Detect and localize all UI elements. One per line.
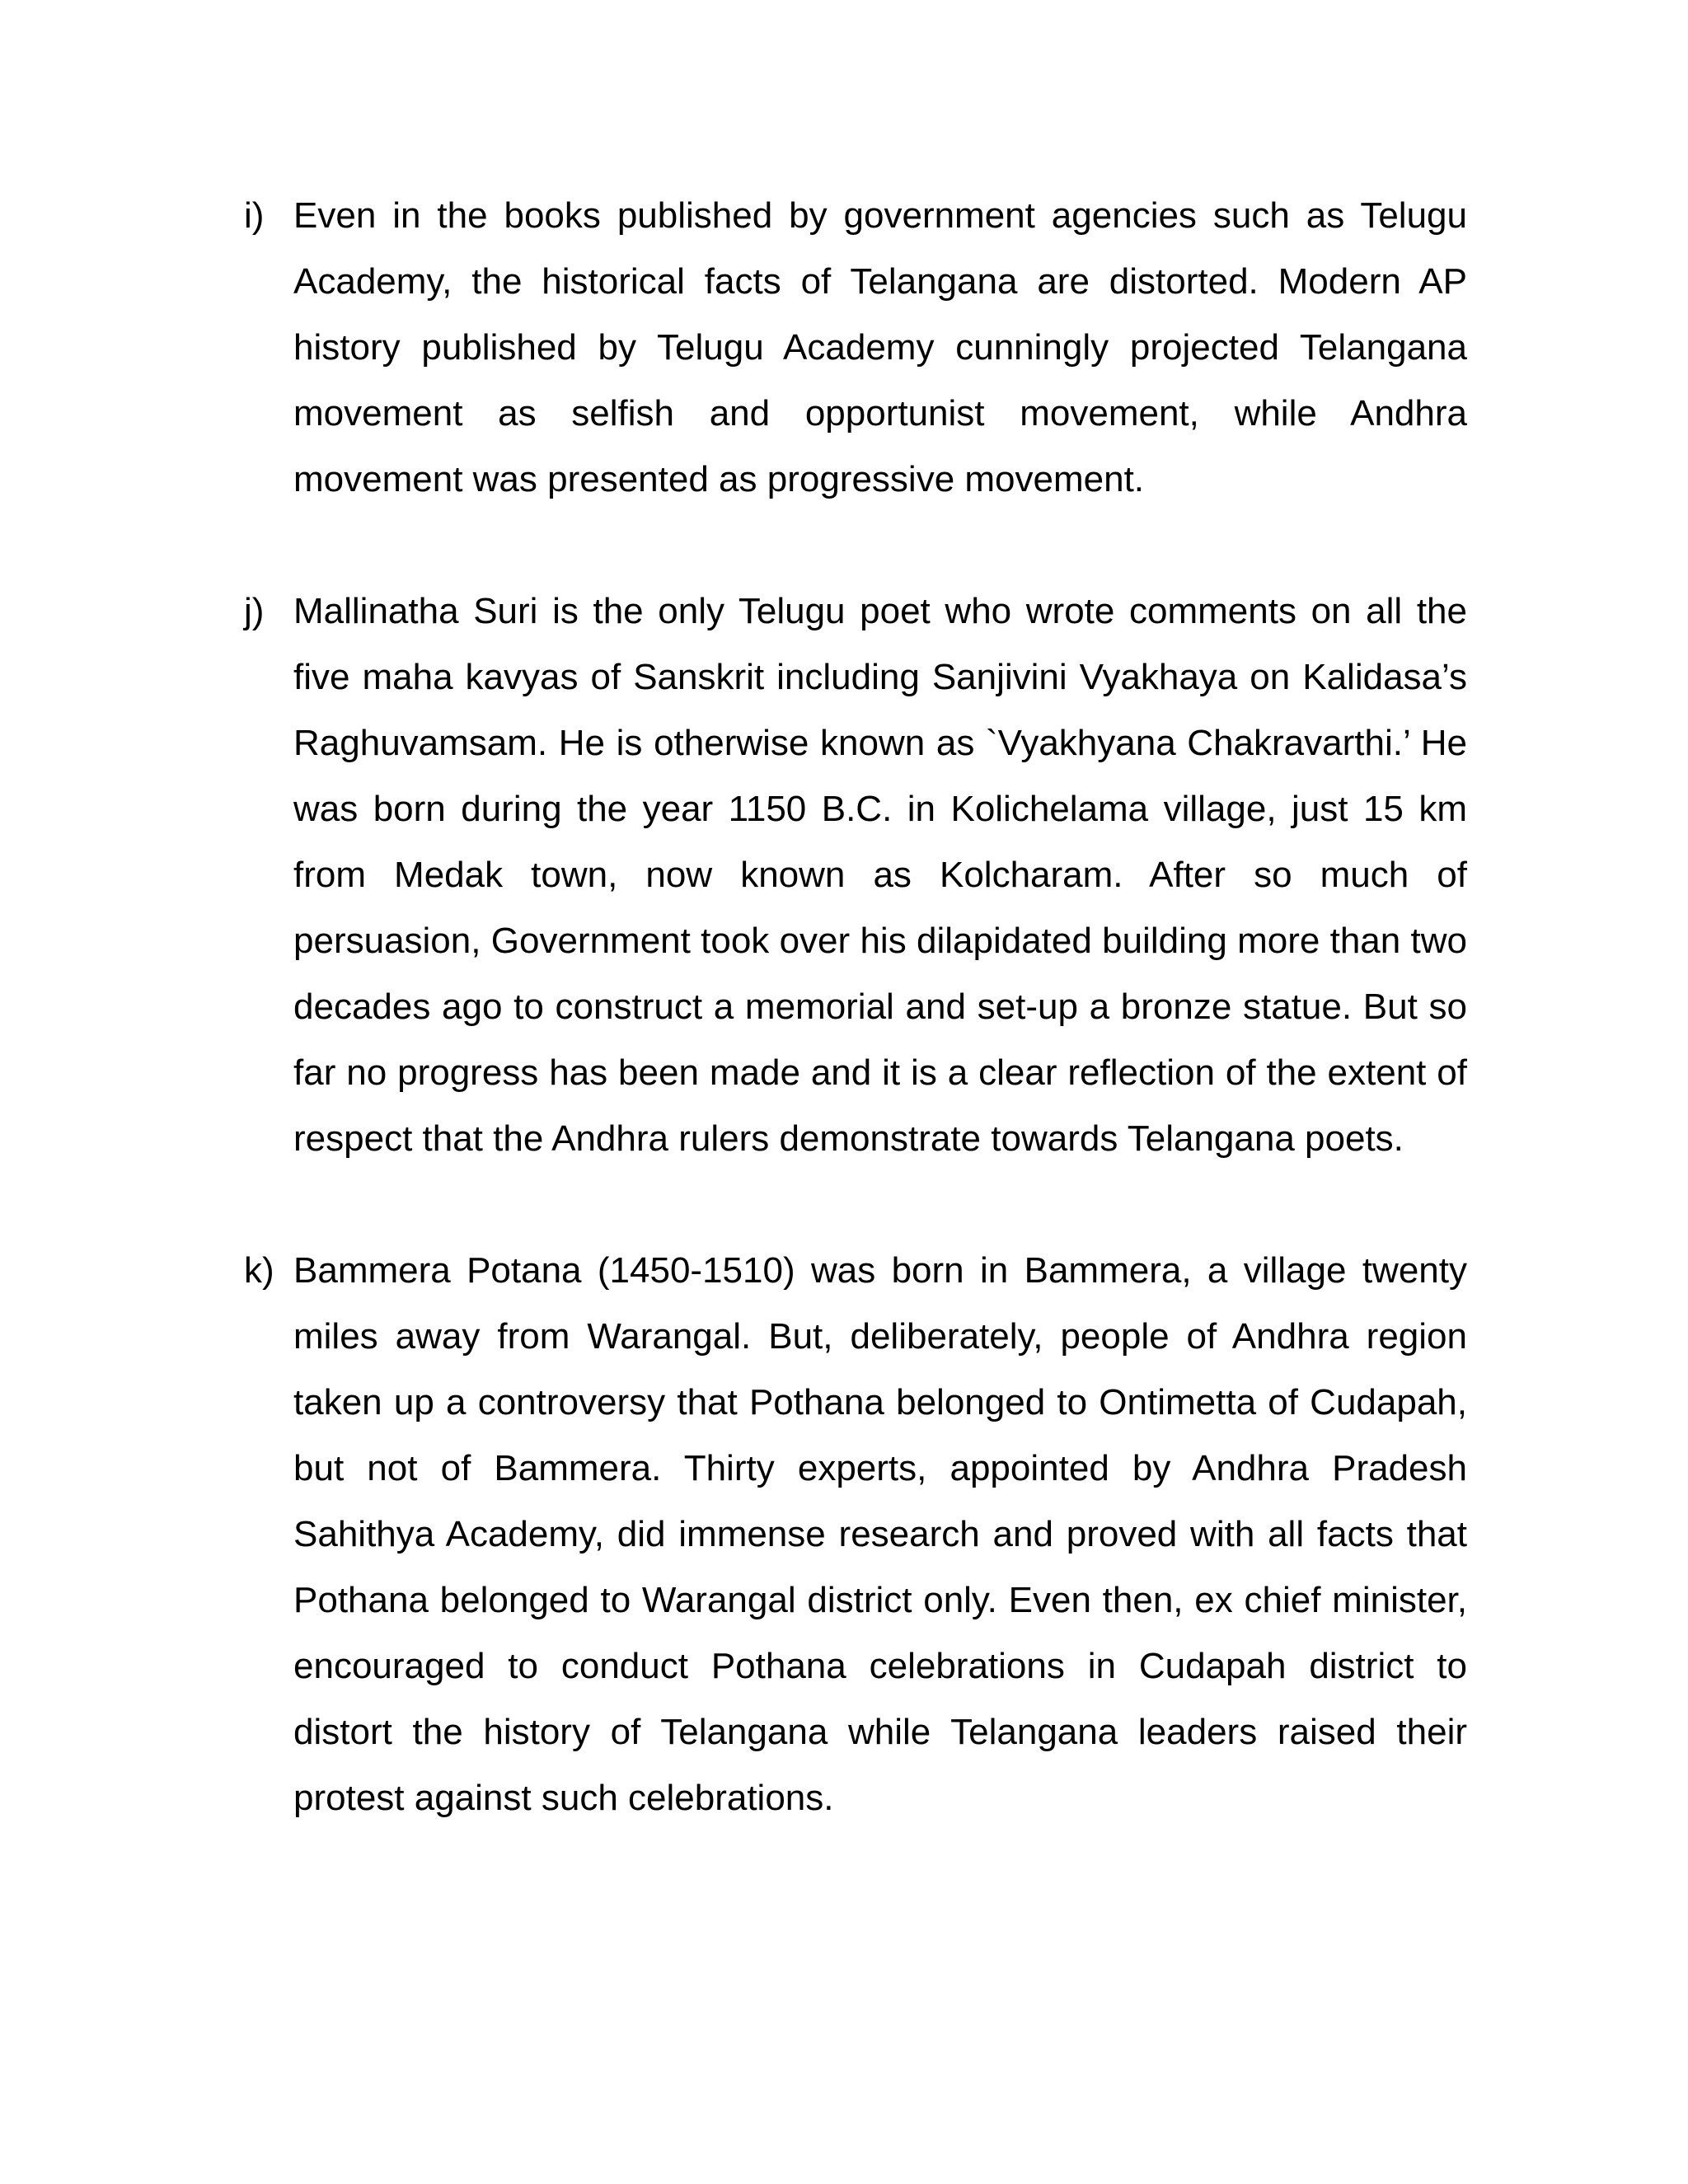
paragraph-text: Bammera Potana (1450-1510) was born in Bammera, a village twenty miles away from Warangal. But, deliberately, people of Andhra region taken up a controversy that Pothana belonged to Ontimetta of Cudapah, but not of Bammera. Thirty experts, appointed by Andhra Pradesh Sahithya Academy, did immense research and proved with all facts that Pothana belonged to Warangal district only. Even then, ex chief minister, encouraged to conduct Pothana celebrations in Cudapah district to distort the history of Telangana while Telangana leaders raised their protest against such celebrations.: [293, 1250, 1467, 1818]
list-item-j: [244, 579, 1467, 1172]
paragraph-text: Mallinatha Suri is the only Telugu poet who wrote comments on all the five maha kavyas of Sanskrit including Sanjivini Vyakhaya on Kalidasa’s Raghuvamsam. He is otherwise known as `Vyakhyana Chakravarthi.’ He was born during the year 1150 B.C. in Kolichelama village, just 15 km from Medak town, now known as Kolcharam. After so much of persuasion, Government took over his dilapidated building more than two decades ago to construct a memorial and set-up a bronze statue. But so far no progress has been made and it is a clear reflection of the extent of respect that the Andhra rulers demonstrate towards Telangana poets.: [293, 591, 1467, 1159]
paragraph-text: Even in the books published by government agencies such as Telugu Academy, the historical facts of Telangana are distorted. Modern AP history published by Telugu Academy cunningly projected Telangana movement as selfish and opportunist movement, while Andhra movement was presented as progressive movement.: [293, 195, 1467, 499]
list-marker: k): [244, 1250, 274, 1291]
lettered-list: [244, 183, 1467, 1897]
list-marker: j): [244, 591, 265, 631]
list-item-i: [244, 183, 1467, 513]
list-marker: i): [244, 195, 265, 236]
list-item-k: [244, 1238, 1467, 1831]
